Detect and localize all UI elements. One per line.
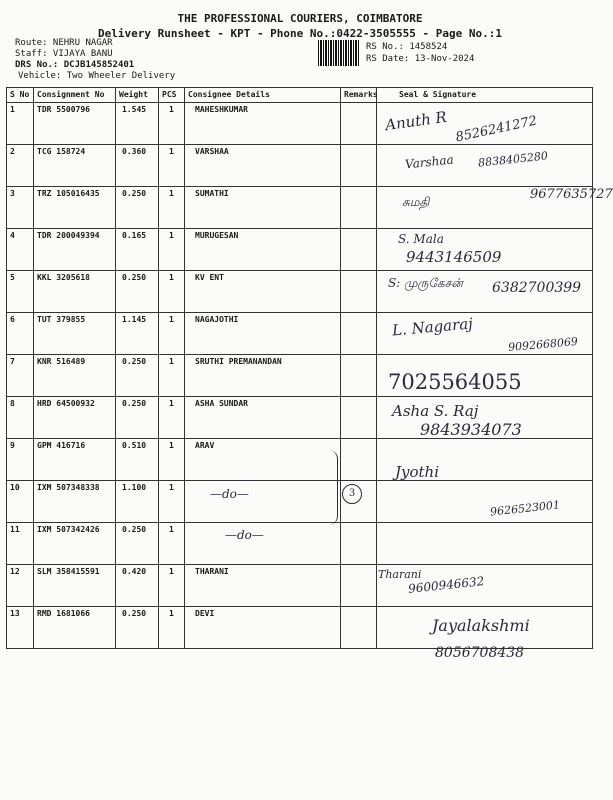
runsheet-subtitle: Delivery Runsheet - KPT - Phone No.:0422-3505555 - Page No.:1	[98, 27, 502, 40]
cell-consignment: SLM 358415591	[34, 565, 116, 607]
cell-consignee: ARAV	[185, 439, 341, 481]
cell-pcs: 1	[159, 607, 185, 649]
cell-weight: 1.100	[116, 481, 159, 523]
cell-consignment: IXM 507348338	[34, 481, 116, 523]
cell-consignment: IXM 507342426	[34, 523, 116, 565]
col-pcs: PCS	[159, 88, 185, 103]
runsheet-table	[6, 87, 613, 649]
col-remarks: Remarks	[341, 88, 377, 103]
signature-12: Tharani	[378, 568, 422, 581]
cell-pcs: 1	[159, 439, 185, 481]
cell-signature	[377, 481, 593, 523]
cell-sno: 8	[7, 397, 34, 439]
cell-consignment: TDR 200049394	[34, 229, 116, 271]
cell-weight: 0.420	[116, 565, 159, 607]
cell-remarks	[341, 187, 377, 229]
cell-consignment: TUT 379855	[34, 313, 116, 355]
cell-signature	[377, 523, 593, 565]
phone-12: 9600946632	[407, 574, 485, 596]
signature-8: Asha S. Raj	[392, 402, 479, 420]
cell-remarks	[341, 565, 377, 607]
signature-13: Jayalakshmi	[432, 616, 530, 635]
cell-consignee: SRUTHI PREMANANDAN	[185, 355, 341, 397]
cell-remarks	[341, 607, 377, 649]
cell-remarks	[341, 103, 377, 145]
cell-sno: 4	[7, 229, 34, 271]
cell-consignment: TCG 158724	[34, 145, 116, 187]
rs-date: RS Date: 13-Nov-2024	[366, 54, 475, 64]
signature-5: S: முருகேசன்	[388, 276, 463, 290]
signature-1: Anuth R	[384, 107, 448, 135]
cell-weight: 0.250	[116, 187, 159, 229]
table-row	[7, 229, 593, 271]
phone-2: 8838405280	[477, 149, 549, 170]
phone-1: 8526241272	[454, 113, 539, 146]
phone-4: 9443146509	[406, 248, 502, 266]
cell-pcs: 1	[159, 355, 185, 397]
staff-label: Staff: VIJAYA BANU	[15, 49, 113, 59]
cell-remarks	[341, 313, 377, 355]
cell-weight: 0.250	[116, 523, 159, 565]
cell-weight: 1.145	[116, 313, 159, 355]
cell-consignee: NAGAJOTHI	[185, 313, 341, 355]
cell-pcs: 1	[159, 523, 185, 565]
signature-4: S. Mala	[398, 232, 444, 246]
col-sno: S No	[7, 88, 34, 103]
cell-consignee: THARANI	[185, 565, 341, 607]
cell-consignment: GPM 416716	[34, 439, 116, 481]
phone-5: 6382700399	[492, 280, 582, 296]
cell-sno: 10	[7, 481, 34, 523]
cell-consignment: HRD 64500932	[34, 397, 116, 439]
cell-remarks	[341, 355, 377, 397]
signature-6: L. Nagaraj	[391, 314, 474, 340]
cell-consignee: KV ENT	[185, 271, 341, 313]
cell-sno: 3	[7, 187, 34, 229]
cell-sno: 1	[7, 103, 34, 145]
cell-weight: 0.250	[116, 397, 159, 439]
table-row	[7, 439, 593, 481]
cell-sno: 11	[7, 523, 34, 565]
signature-9: Jyothi	[395, 463, 440, 481]
cell-remarks	[341, 145, 377, 187]
company-title: THE PROFESSIONAL COURIERS, COIMBATORE	[177, 12, 423, 25]
cell-consignee: MURUGESAN	[185, 229, 341, 271]
vehicle-label: Vehicle: Two Wheeler Delivery	[18, 71, 176, 81]
cell-pcs: 1	[159, 103, 185, 145]
cell-weight: 0.360	[116, 145, 159, 187]
cell-consignee: DEVI	[185, 607, 341, 649]
signature-2: Varshaa	[404, 152, 455, 172]
cell-sno: 5	[7, 271, 34, 313]
cell-consignee: SUMATHI	[185, 187, 341, 229]
bracket-mark	[329, 450, 338, 525]
cell-pcs: 1	[159, 271, 185, 313]
cell-weight: 0.250	[116, 271, 159, 313]
cell-pcs: 1	[159, 397, 185, 439]
cell-consignment: KKL 3205618	[34, 271, 116, 313]
ditto-10: —do—	[210, 487, 249, 501]
cell-pcs: 1	[159, 481, 185, 523]
cell-pcs: 1	[159, 229, 185, 271]
cell-pcs: 1	[159, 187, 185, 229]
cell-weight: 0.510	[116, 439, 159, 481]
cell-pcs: 1	[159, 565, 185, 607]
cell-weight: 0.250	[116, 607, 159, 649]
cell-consignee: MAHESHKUMAR	[185, 103, 341, 145]
ditto-11: —do—	[225, 528, 264, 542]
rs-number: RS No.: 1458524	[366, 42, 448, 52]
col-consignee: Consignee Details	[185, 88, 341, 103]
cell-remarks	[341, 397, 377, 439]
cell-sno: 9	[7, 439, 34, 481]
cell-sno: 13	[7, 607, 34, 649]
cell-consignment: TDR 5500796	[34, 103, 116, 145]
cell-weight: 0.250	[116, 355, 159, 397]
table-row	[7, 523, 593, 565]
cell-sno: 2	[7, 145, 34, 187]
phone-7: 7025564055	[388, 370, 522, 394]
cell-weight: 1.545	[116, 103, 159, 145]
phone-3: 9677635727	[530, 187, 613, 202]
circled-number: 3	[342, 484, 362, 504]
phone-6: 9092668069	[507, 334, 579, 355]
table-header	[7, 88, 593, 103]
col-signature: Seal & Signature	[377, 88, 593, 103]
route-label: Route: NEHRU NAGAR	[15, 38, 113, 48]
table-row	[7, 565, 593, 607]
cell-consignee: VARSHAA	[185, 145, 341, 187]
barcode	[318, 40, 360, 66]
cell-consignment: TRZ 105016435	[34, 187, 116, 229]
phone-8: 9843934073	[420, 420, 522, 439]
cell-consignment: RMD 1681066	[34, 607, 116, 649]
cell-consignment: KNR 516489	[34, 355, 116, 397]
cell-remarks	[341, 229, 377, 271]
col-consignment: Consignment No	[34, 88, 116, 103]
cell-sno: 12	[7, 565, 34, 607]
signature-3: சுமதி	[402, 195, 430, 209]
cell-sno: 6	[7, 313, 34, 355]
cell-consignee	[185, 481, 341, 523]
cell-remarks	[341, 271, 377, 313]
cell-pcs: 1	[159, 313, 185, 355]
phone-9: 9626523001	[489, 498, 561, 519]
drs-number: DRS No.: DCJB145852401	[15, 60, 135, 70]
cell-remarks	[341, 439, 377, 481]
table-row	[7, 313, 593, 355]
col-weight: Weight	[116, 88, 159, 103]
cell-sno: 7	[7, 355, 34, 397]
phone-13: 8056708438	[435, 645, 525, 661]
cell-consignee: ASHA SUNDAR	[185, 397, 341, 439]
cell-pcs: 1	[159, 145, 185, 187]
table-row	[7, 187, 593, 229]
cell-remarks	[341, 523, 377, 565]
cell-weight: 0.165	[116, 229, 159, 271]
